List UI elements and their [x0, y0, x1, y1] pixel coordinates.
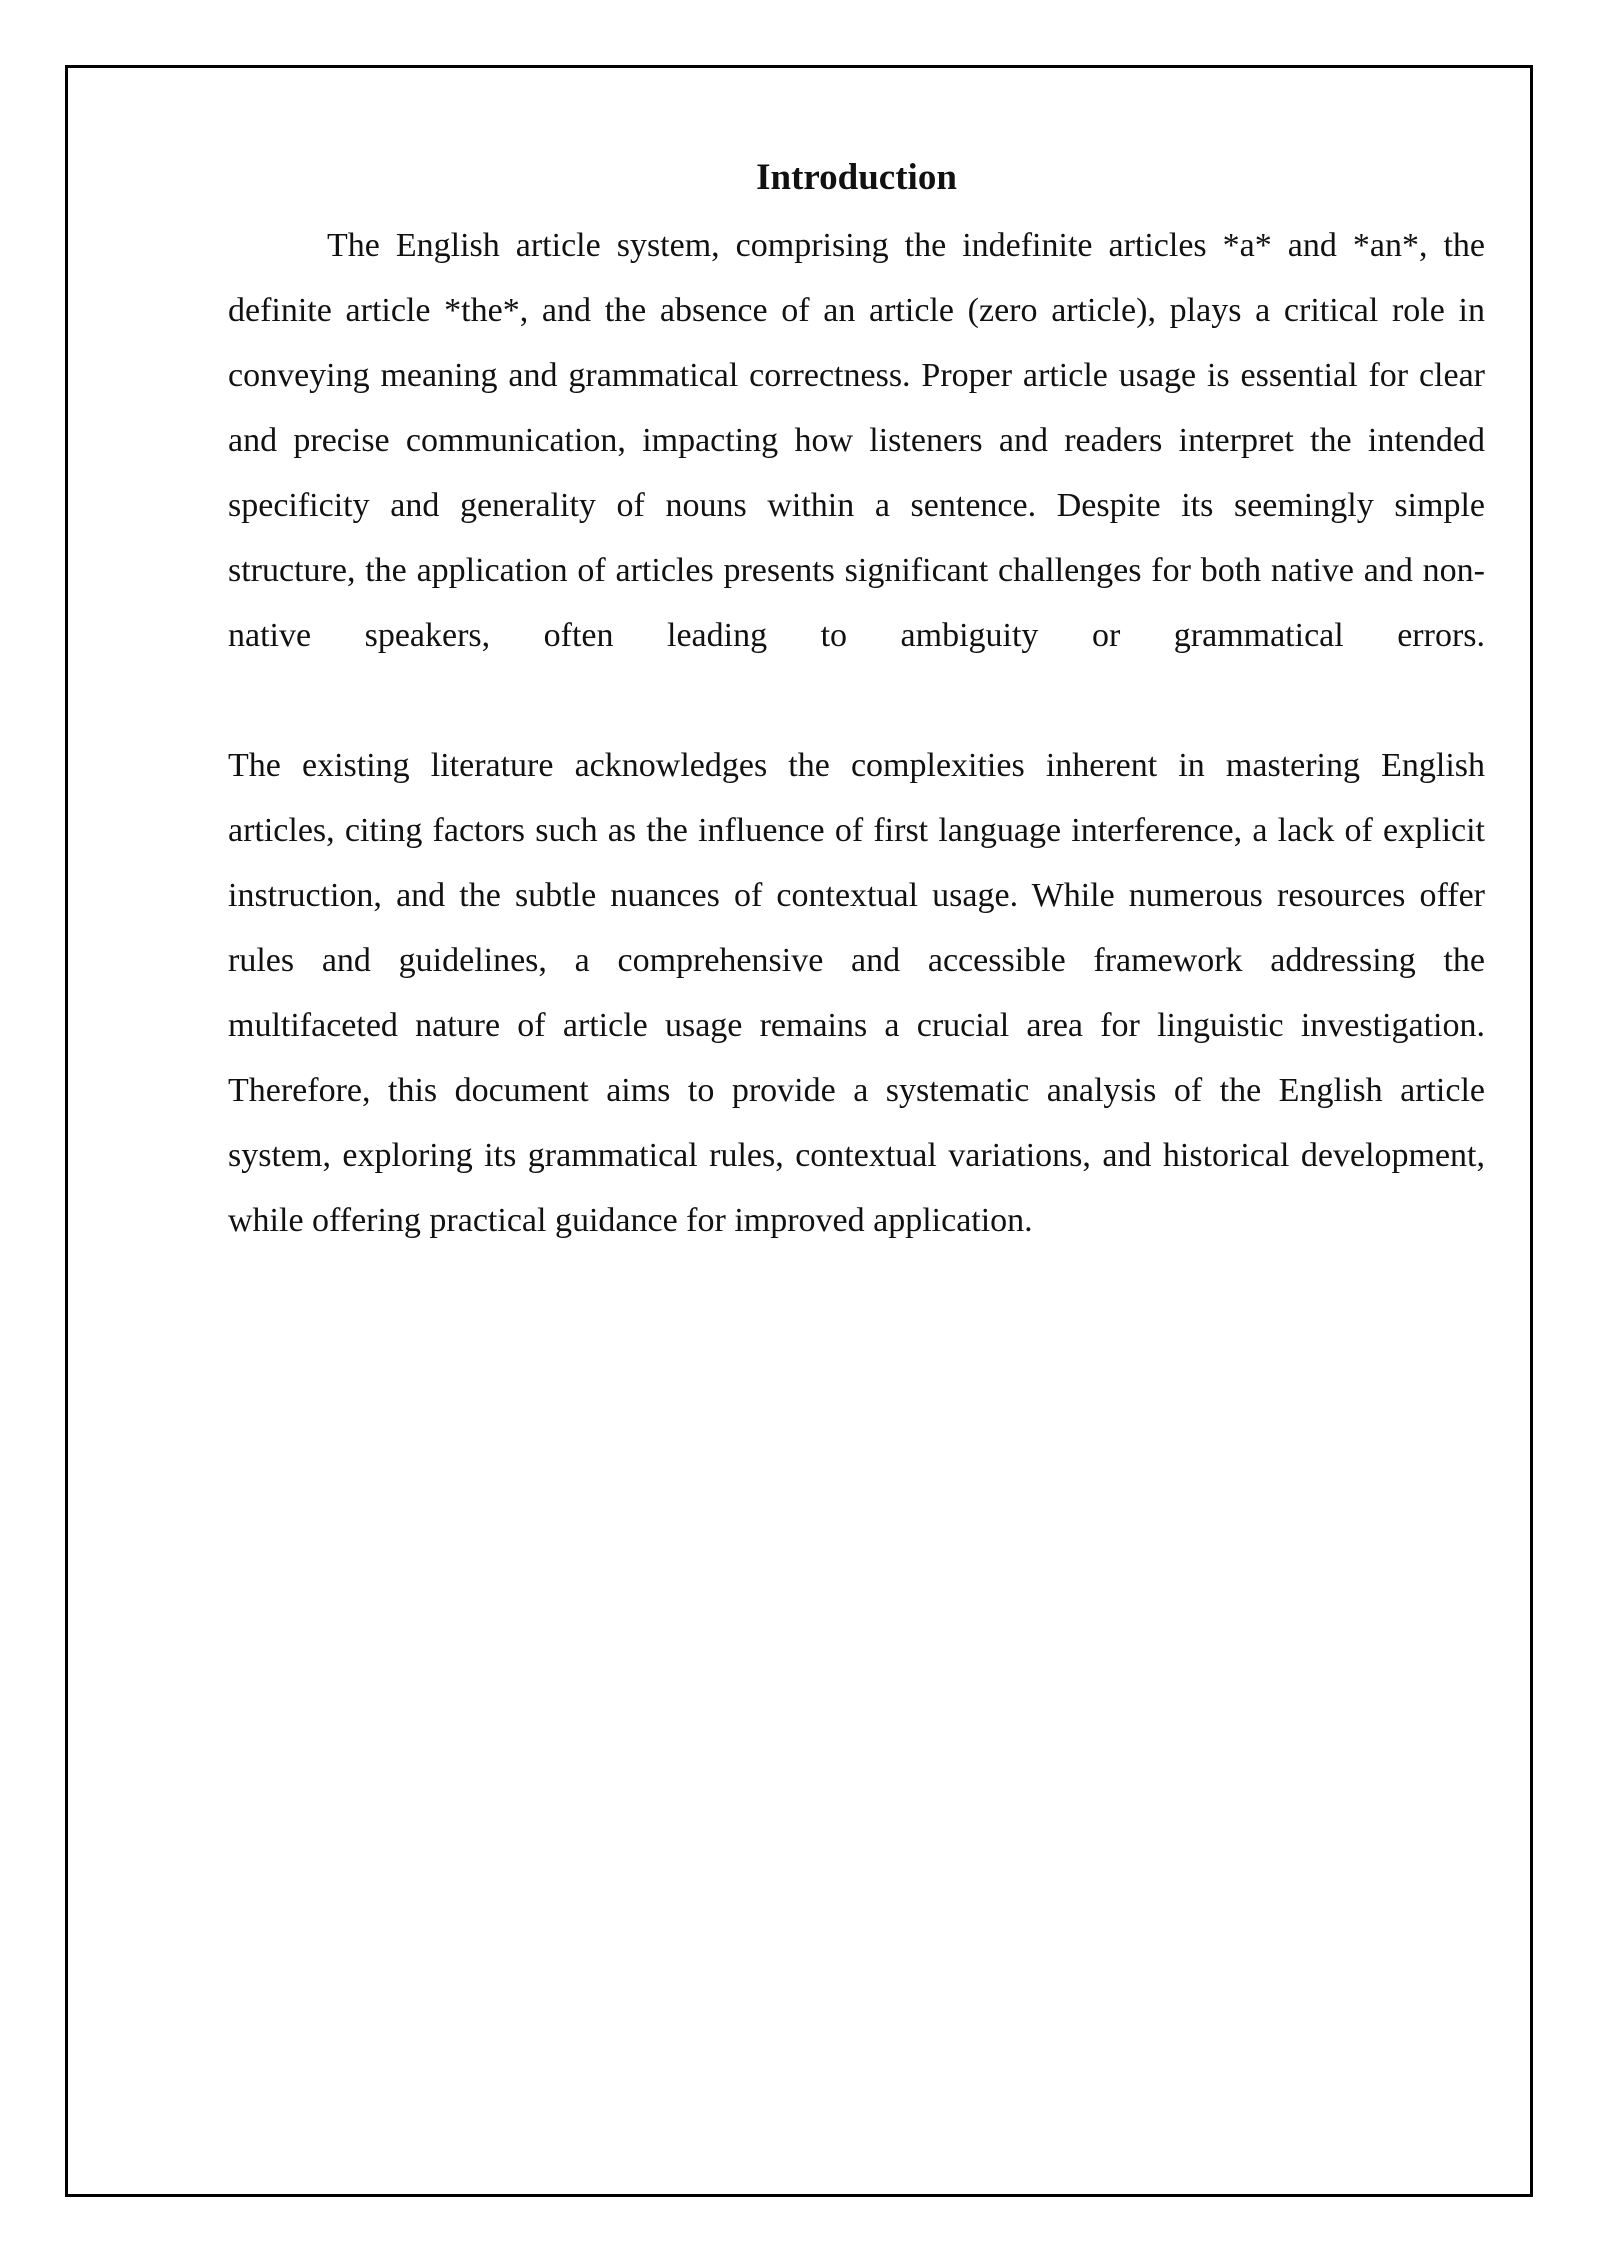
page-title: Introduction: [756, 157, 957, 198]
paragraph-1: The English article system, comprising the indefinite articles *a* and *an*, the definite article *the*, and the absence of an article (zero article), plays a critical role in conveying meaning and grammatical correctness. Proper article usage is essential for clear and precise communication, impacting how listeners and readers interpret the intended specificity and generality of nouns within a sentence. Despite its seemingly simple structure, the application of articles presents significant challenges for both native and non-native speakers, often leading to ambiguity or grammatical errors.: [228, 227, 1485, 654]
paragraph-2: The existing literature acknowledges the complexities inherent in mastering English articles, citing factors such as the influence of first language interference, a lack of explicit instruction, and the subtle nuances of contextual usage. While numerous resources offer rules and guidelines, a comprehensive and accessible framework addressing the multifaceted nature of article usage remains a crucial area for linguistic investigation. Therefore, this document aims to provide a systematic analysis of the English article system, exploring its grammatical rules, contextual variations, and historical development, while offering practical guidance for improved application.: [228, 747, 1485, 1239]
document-body: [228, 148, 1485, 1253]
paragraph-spacer: [228, 668, 1485, 733]
